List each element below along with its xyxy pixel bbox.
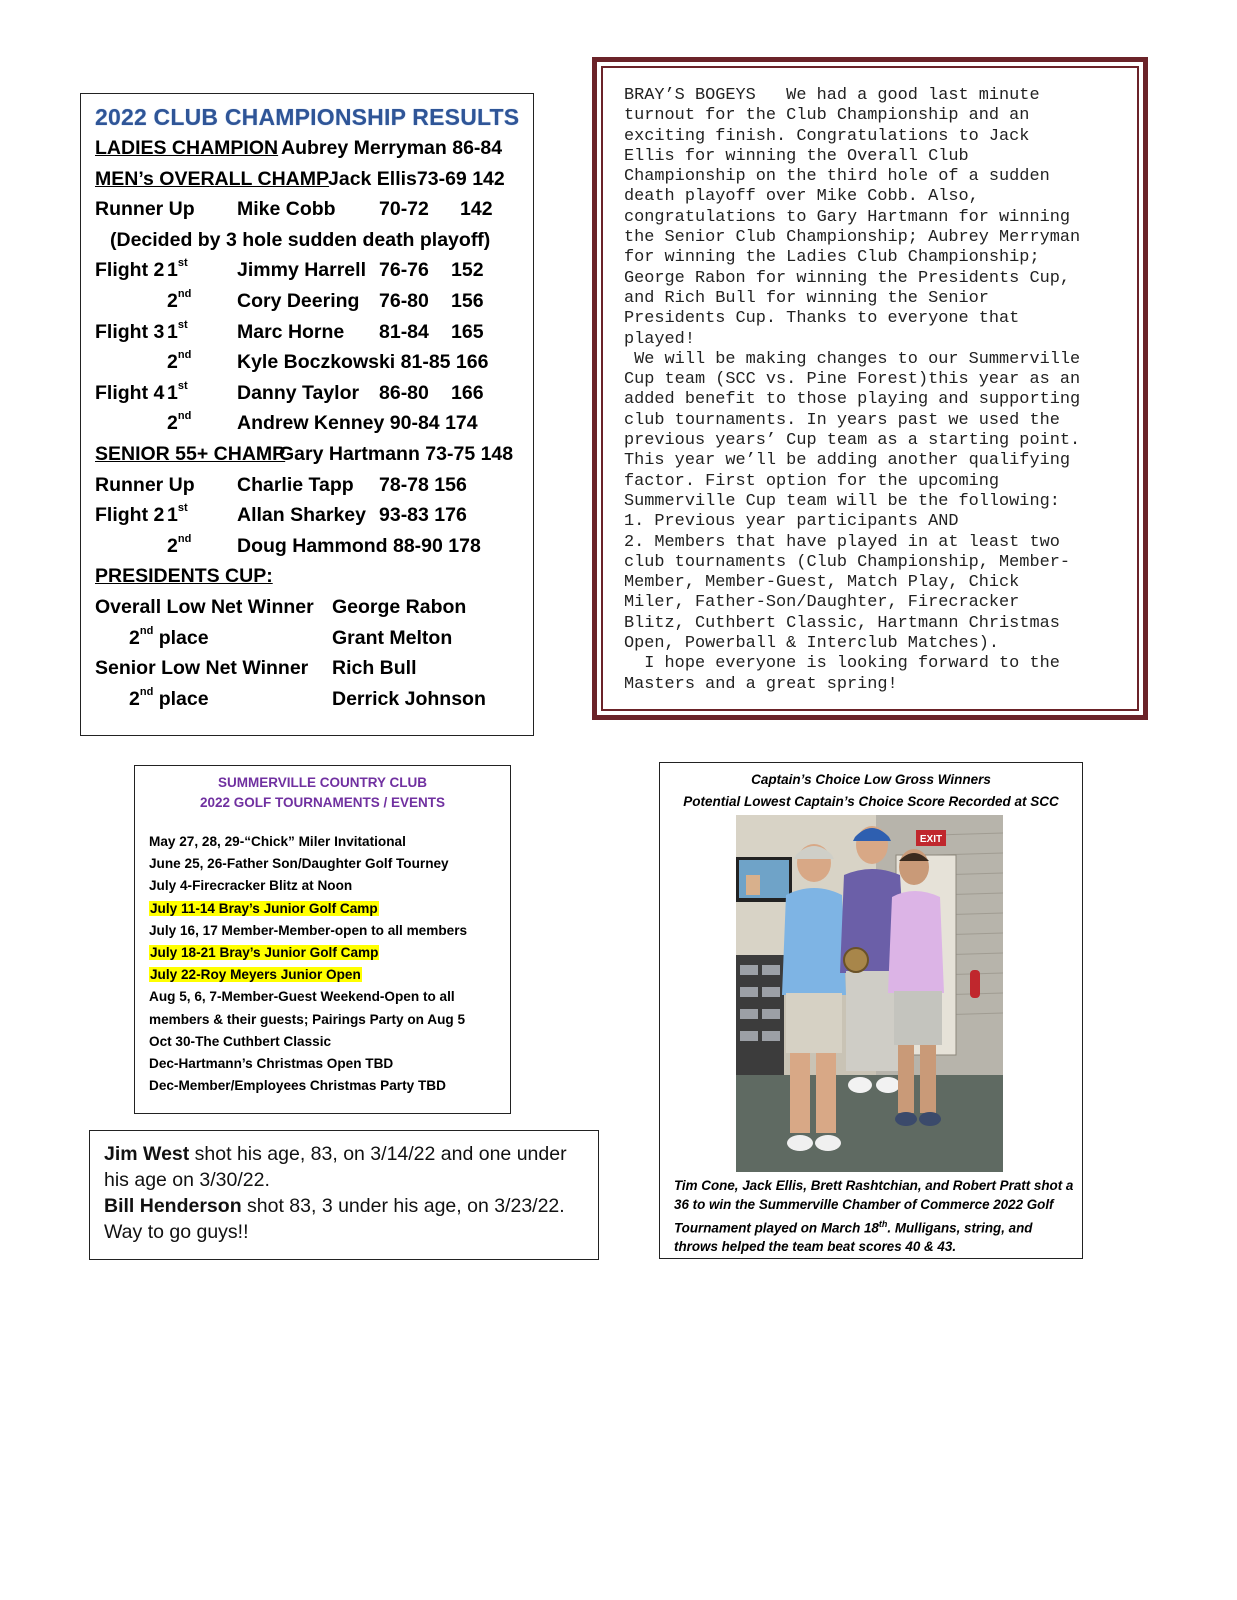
senior-champ-value: Gary Hartmann 73-75 148 (279, 442, 514, 465)
bogeys-line: factor. First option for the upcoming (624, 471, 1000, 491)
presidents-row (95, 624, 533, 658)
presidents-cup-results (95, 596, 533, 718)
flight-name: Allan Sharkey (237, 504, 366, 527)
event-text-highlighted: July 11-14 Bray’s Junior Golf Camp (150, 900, 378, 916)
shot-age-box (89, 1130, 599, 1260)
place-suffix: nd (139, 624, 154, 637)
bogeys-line: 2. Members that have played in at least two (624, 532, 1060, 552)
event-text: members & their guests; Pairings Party on Aug 5 (149, 1011, 466, 1027)
playoff-note: (Decided by 3 hole sudden death playoff) (110, 228, 491, 251)
shot-name-1: Jim West (104, 1143, 190, 1165)
place-suffix: st (177, 379, 188, 392)
flight-total: 166 (451, 381, 484, 404)
runner-up-total: 142 (460, 198, 493, 221)
bogeys-line: Open, Powerball & Interclub Matches). (624, 634, 1000, 654)
presidents-cup-row (95, 565, 533, 596)
runner-up-label: Runner Up (95, 198, 195, 221)
bogeys-line: Ellis for winning the Overall Club (624, 146, 969, 166)
presidents-label (95, 596, 314, 619)
bogeys-line: club tournaments. In years past we used the (624, 410, 1060, 430)
place-suffix: st (177, 257, 188, 270)
place-suffix: nd (177, 287, 192, 300)
event-item (149, 876, 467, 898)
bogeys-line: turnout for the Club Championship and an (624, 106, 1030, 126)
place-number: 2 (167, 534, 178, 557)
presidents-label (95, 657, 308, 680)
event-text: June 25, 26-Father Son/Daughter Golf Tourney (149, 856, 449, 872)
ladies-champion-row (95, 137, 533, 168)
shot-text-2: shot 83, 3 under his age, on 3/23/22. Way to go guys!! (104, 1195, 565, 1243)
exit-sign: EXIT (919, 834, 943, 845)
bogeys-line: club tournaments (Club Championship, Member- (624, 552, 1070, 572)
brays-bogeys-box (592, 57, 1148, 720)
bogeys-line: for winning the Ladies Club Championship; (624, 248, 1040, 268)
flight-name: Kyle Boczkowski 81-85 166 (237, 351, 489, 374)
bogeys-line: Cup team (SCC vs. Pine Forest)this year as an (624, 370, 1081, 390)
runner-up-row (95, 198, 533, 229)
bogeys-line: This year we’ll be adding another qualifying (624, 451, 1070, 471)
flight-score: 93-83 176 (379, 504, 467, 527)
flight-place (167, 287, 192, 313)
place-suffix: st (177, 318, 188, 331)
bogeys-line: and Rich Bull for winning the Senior (624, 288, 989, 308)
senior-runner-up-row (95, 474, 533, 505)
event-item (149, 1076, 467, 1098)
place-number: 1 (167, 504, 178, 527)
flight-results (95, 259, 533, 443)
flight-total: 152 (451, 259, 484, 282)
flight-place (167, 504, 188, 527)
shot-name-2: Bill Henderson (104, 1195, 242, 1217)
event-text: Dec-Hartmann’s Christmas Open TBD (149, 1055, 394, 1071)
flight-name: Jimmy Harrell (237, 259, 366, 282)
presidents-name: Grant Melton (332, 626, 453, 649)
bogeys-line: added benefit to those playing and supporting (624, 390, 1081, 410)
mens-overall-row (95, 168, 533, 199)
event-item (149, 1032, 467, 1054)
bogeys-line: Miler, Father-Son/Daughter, Firecracker (624, 593, 1020, 613)
flight-row (95, 318, 533, 352)
flight-place (167, 259, 188, 282)
flight-row (95, 259, 533, 290)
bogeys-line: BRAY’S BOGEYS We had a good last minute (624, 86, 1040, 105)
bogeys-line: the Senior Club Championship; Aubrey Merryman (624, 228, 1081, 248)
presidents-row (95, 657, 533, 688)
flight-place (167, 379, 188, 405)
flight-name: Andrew Kenney 90-84 174 (237, 412, 478, 435)
ladies-champion-label: LADIES CHAMPION (95, 137, 279, 159)
place-suffix: nd (139, 685, 154, 698)
bogeys-line: previous years’ Cup team as a starting point. (624, 431, 1081, 451)
flight-score: 81-84 (379, 320, 429, 343)
bogeys-line: I hope everyone is looking forward to the (624, 654, 1060, 674)
event-text: July 4-Firecracker Blitz at Noon (149, 878, 353, 894)
presidents-row (95, 685, 533, 719)
senior-flight-row (95, 532, 533, 566)
event-item (149, 987, 467, 1009)
flight-row (95, 379, 533, 413)
bogeys-line: Member, Member-Guest, Match Play, Chick (624, 573, 1020, 593)
senior-champ-row (95, 443, 533, 474)
flight-row (95, 351, 533, 382)
club-championship-results-box (80, 93, 534, 736)
presidents-label (129, 624, 209, 650)
flight-name: Cory Deering (237, 289, 360, 312)
place-number: 2 (167, 289, 178, 312)
runner-up-name: Mike Cobb (237, 198, 336, 221)
flight-total: 156 (451, 289, 484, 312)
flight-name: Marc Horne (237, 320, 345, 343)
flight-place (167, 351, 191, 374)
event-text: Aug 5, 6, 7-Member-Guest Weekend-Open to all (149, 989, 455, 1005)
mens-overall-value: Jack Ellis73-69 142 (328, 167, 505, 190)
event-item (149, 1054, 467, 1076)
bogeys-line: Summerville Cup team will be the following: (624, 491, 1060, 511)
flight-label: Flight 3 (95, 320, 165, 343)
senior-runner-up-score: 78-78 156 (379, 473, 467, 496)
presidents-label-text: Senior Low Net Winner (95, 657, 309, 680)
event-text: Oct 30-The Cuthbert Classic (149, 1033, 332, 1049)
presidents-name: George Rabon (332, 595, 467, 618)
team-photo-illustration (736, 815, 1003, 1172)
senior-runner-up-label: Runner Up (95, 473, 195, 496)
event-text: July 16, 17 Member-Member-open to all members (149, 922, 468, 938)
event-item (149, 943, 467, 965)
bogeys-line: congratulations to Gary Hartmann for winning (624, 207, 1070, 227)
flight-label: Flight 2 (95, 504, 165, 527)
brays-bogeys-text (624, 86, 1114, 695)
flight-row (95, 287, 533, 321)
event-item (149, 921, 467, 943)
photo-caption-b: . Mulligans, string, and throws helped the team beat scores 40 & 43. (674, 1220, 1033, 1255)
event-item (149, 965, 467, 987)
ladies-champion-value: Aubrey Merryman 86-84 (281, 137, 503, 159)
flight-score: 76-80 (379, 289, 429, 312)
shot-text-1: shot his age, 83, on 3/14/22 and one under his age on 3/30/22. (104, 1143, 567, 1191)
bogeys-line: Masters and a great spring! (624, 674, 898, 694)
results-title: 2022 CLUB CHAMPIONSHIP RESULTS (95, 104, 520, 130)
flight-row (95, 412, 533, 443)
place-number: 1 (167, 320, 178, 343)
presidents-label-text: place (153, 687, 209, 710)
place-suffix: nd (177, 410, 192, 423)
place-number: 2 (167, 412, 178, 435)
flight-place (167, 532, 192, 558)
events-title: 2022 GOLF TOURNAMENTS / EVENTS (199, 795, 446, 810)
flight-name: Danny Taylor (237, 381, 360, 404)
captains-choice-title: Captain’s Choice Low Gross Winners (751, 772, 991, 787)
presidents-label-text: Overall Low Net Winner (95, 595, 314, 618)
presidents-name: Rich Bull (332, 657, 417, 680)
presidents-label (129, 685, 209, 711)
place-number: 2 (129, 626, 140, 649)
bogeys-line: exciting finish. Congratulations to Jack (624, 126, 1030, 146)
team-photo (736, 815, 1003, 1172)
mens-overall-label: MEN’s OVERALL CHAMP (95, 167, 330, 190)
bogeys-line: We will be making changes to our Summerville (624, 349, 1081, 369)
event-item (149, 1010, 467, 1032)
event-text: Dec-Member/Employees Christmas Party TBD (149, 1078, 446, 1094)
place-number: 2 (167, 351, 178, 374)
event-item (149, 854, 467, 876)
flight-score: 76-76 (379, 259, 429, 282)
events-box (134, 765, 511, 1114)
photo-caption-a: Tim Cone, Jack Ellis, Brett Rashtchian, and Robert Pratt shot a 36 to win the Summerville Chamber of Commerce 2022 Golf Tournament played on March 18 (674, 1178, 1074, 1236)
runner-up-score: 70-72 (379, 198, 429, 221)
event-text-highlighted: July 22-Roy Meyers Junior Open (150, 967, 361, 983)
place-suffix: nd (177, 532, 192, 545)
events-list (149, 832, 467, 1098)
photo-caption (674, 1176, 1074, 1257)
flight-name: Doug Hammond 88-90 178 (237, 534, 481, 557)
playoff-note-row (95, 229, 533, 260)
senior-champ-label: SENIOR 55+ CHAMP (95, 442, 286, 465)
bogeys-line: Championship on the third hole of a sudden (624, 167, 1050, 187)
flight-place (167, 412, 191, 435)
place-number: 1 (167, 381, 178, 404)
bogeys-line: Presidents Cup. Thanks to everyone that (624, 309, 1020, 329)
event-text-highlighted: July 18-21 Bray’s Junior Golf Camp (150, 944, 379, 960)
place-suffix: st (177, 502, 188, 515)
place-number: 1 (167, 259, 178, 282)
flight-label: Flight 4 (95, 381, 165, 404)
flight-total: 165 (451, 320, 484, 343)
flight-score: 86-80 (379, 381, 429, 404)
flight-label: Flight 2 (95, 259, 165, 282)
event-item (149, 899, 467, 921)
bogeys-line: George Rabon for winning the Presidents Cup, (624, 268, 1070, 288)
senior-flight-row (95, 504, 533, 535)
presidents-name: Derrick Johnson (332, 687, 486, 710)
flight-place (167, 318, 188, 344)
captains-choice-subtitle: Potential Lowest Captain’s Choice Score Recorded at SCC (683, 794, 1059, 809)
presidents-row (95, 596, 533, 627)
bogeys-line: Blitz, Cuthbert Classic, Hartmann Christmas (624, 613, 1060, 633)
bogeys-line: 1. Previous year participants AND (624, 512, 959, 532)
event-item (149, 832, 467, 854)
shot-age-para-2 (104, 1193, 584, 1245)
senior-runner-up-name: Charlie Tapp (237, 473, 354, 496)
events-club-name: SUMMERVILLE COUNTRY CLUB (217, 775, 427, 790)
bogeys-line: death playoff over Mike Cobb. Also, (624, 187, 979, 207)
event-text: May 27, 28, 29-“Chick” Miler Invitational (149, 834, 406, 849)
shot-age-para-1 (104, 1141, 584, 1193)
place-number: 2 (129, 687, 140, 710)
captains-choice-box (659, 762, 1083, 1259)
photo-caption-sup: th (878, 1218, 888, 1229)
presidents-cup-label: PRESIDENTS CUP: (95, 565, 273, 588)
place-suffix: nd (177, 349, 192, 362)
senior-flight-results (95, 504, 533, 565)
bogeys-line: played! (624, 329, 695, 349)
presidents-label-text: place (153, 626, 209, 649)
